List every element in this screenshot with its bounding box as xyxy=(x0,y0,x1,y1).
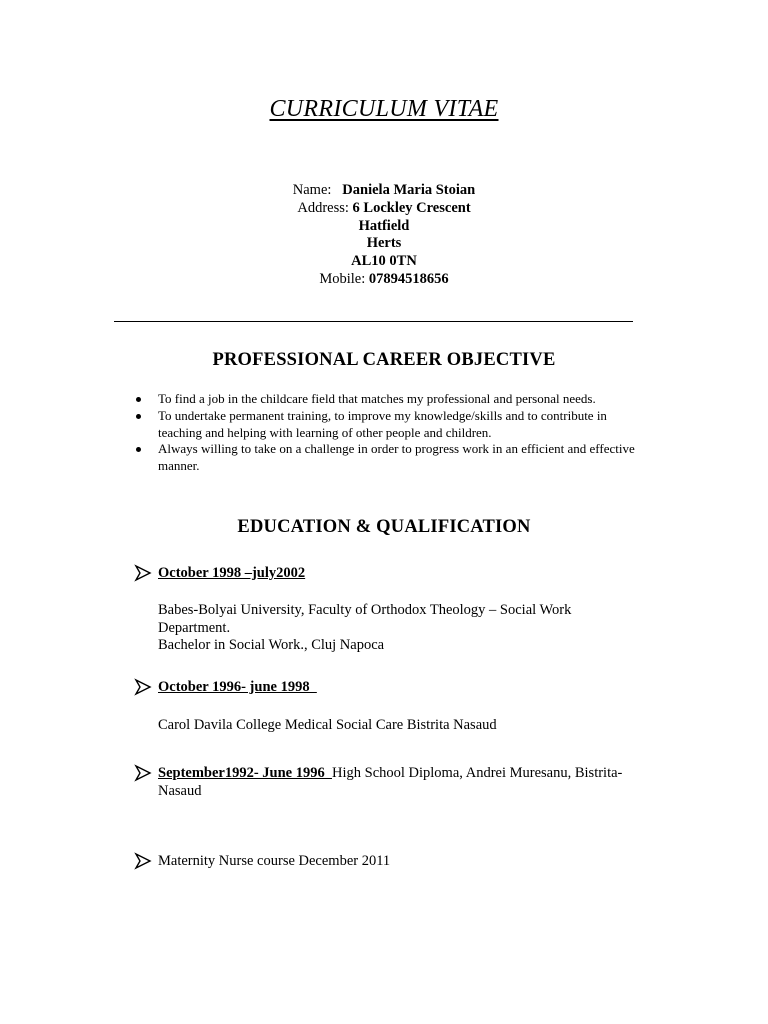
name-value: Daniela Maria Stoian xyxy=(342,182,476,198)
objective-list xyxy=(158,391,648,475)
bullet-icon xyxy=(136,447,141,452)
mobile-value: 07894518656 xyxy=(368,270,449,287)
document-title: CURRICULUM VITAE xyxy=(269,96,499,122)
address-line-1: 6 Lockley Crescent xyxy=(352,199,471,216)
arrow-bullet-icon xyxy=(134,678,152,696)
bullet-icon xyxy=(136,397,141,402)
address-line-4: AL10 0TN xyxy=(351,253,417,270)
name-label: Name: xyxy=(292,182,343,198)
education-entry xyxy=(158,765,648,801)
bullet-icon xyxy=(136,414,141,419)
address-line-3: Herts xyxy=(366,235,402,252)
education-date: October 1996- june 1998 xyxy=(158,679,317,695)
education-degree: Bachelor in Social Work., Cluj Napoca xyxy=(158,637,385,653)
education-entry-date xyxy=(158,679,658,697)
mobile-label: Mobile: xyxy=(319,270,369,287)
address-line-2: Hatfield xyxy=(358,217,410,234)
section-divider xyxy=(114,321,633,322)
list-item xyxy=(158,441,648,475)
address-line xyxy=(0,200,768,218)
education-description xyxy=(158,602,628,655)
education-date: September1992- June 1996 xyxy=(158,765,332,781)
education-institution: High School Diploma, Andrei Muresanu, Bistrita-Nasaud xyxy=(158,765,623,799)
objective-heading: PROFESSIONAL CAREER OBJECTIVE xyxy=(212,350,556,370)
education-institution: Carol Davila College Medical Social Care Bistrita Nasaud xyxy=(158,717,497,733)
education-institution: Babes-Bolyai University, Faculty of Orthodox Theology – Social Work Department. xyxy=(158,602,572,636)
contact-block xyxy=(0,182,768,289)
list-item xyxy=(158,408,648,442)
education-entry-date xyxy=(158,565,658,583)
arrow-bullet-icon xyxy=(134,852,152,870)
name-line xyxy=(0,182,768,200)
objective-text: To undertake permanent training, to improve my knowledge/skills and to contribute in teaching and helping with learning of other people and children. xyxy=(158,407,607,440)
education-date: October 1998 –july2002 xyxy=(158,565,306,581)
objective-text: To find a job in the childcare field that matches my professional and personal needs. xyxy=(158,391,596,406)
arrow-bullet-icon xyxy=(134,564,152,582)
education-course: Maternity Nurse course December 2011 xyxy=(158,853,391,869)
objective-text: Always willing to take on a challenge in order to progress work in an efficient and effective manner. xyxy=(158,441,635,474)
arrow-bullet-icon xyxy=(134,764,152,782)
mobile-line xyxy=(0,271,768,289)
education-description xyxy=(158,717,628,735)
education-heading: EDUCATION & QUALIFICATION xyxy=(237,517,531,537)
education-entry xyxy=(158,853,658,871)
address-label: Address: xyxy=(297,199,353,216)
list-item xyxy=(158,391,648,408)
